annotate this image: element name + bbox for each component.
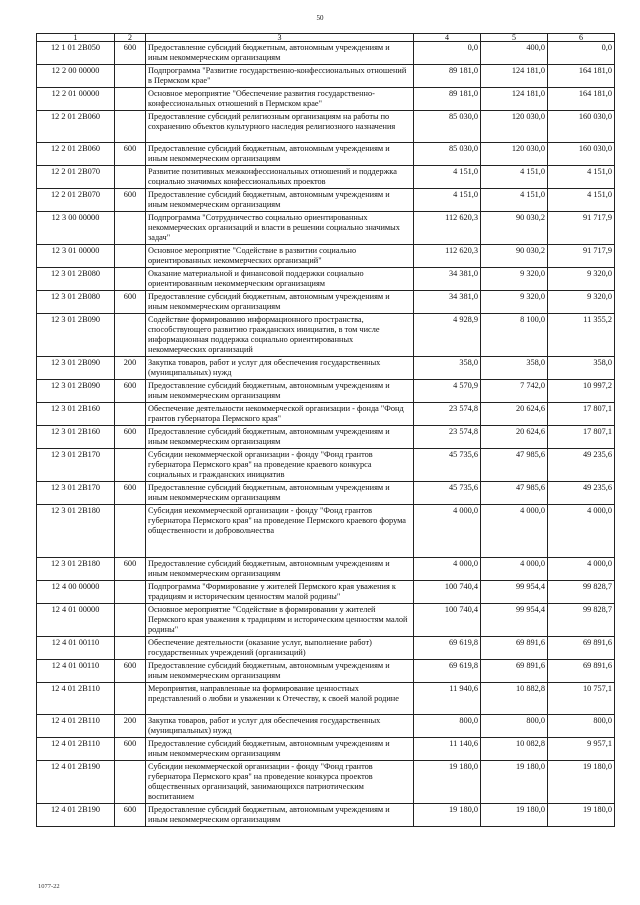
cell-code: 12 3 01 2B080	[37, 268, 115, 291]
table-row	[37, 558, 615, 581]
cell-v1: 34 381,0	[414, 291, 481, 314]
cell-v1: 4 151,0	[414, 166, 481, 189]
cell-vr	[115, 245, 146, 268]
table-row	[37, 403, 615, 426]
table-row	[37, 212, 615, 245]
table-row	[37, 65, 615, 88]
table-row	[37, 189, 615, 212]
table-row	[37, 482, 615, 505]
cell-v1: 4 000,0	[414, 505, 481, 558]
cell-name: Предоставление субсидий бюджетным, автономным учреждениям и иным некоммерческим организациям	[146, 558, 414, 581]
cell-v1: 112 620,3	[414, 245, 481, 268]
cell-vr: 200	[115, 715, 146, 738]
table-row	[37, 738, 615, 761]
cell-v1: 4 151,0	[414, 189, 481, 212]
cell-name: Предоставление субсидий бюджетным, автономным учреждениям и иным некоммерческим организациям	[146, 738, 414, 761]
cell-v2: 47 985,6	[481, 482, 548, 505]
cell-v3: 4 151,0	[548, 189, 615, 212]
cell-name: Субсидия некоммерческой организации - фонду "Фонд грантов губернатора Пермского края" на проведение Пермского краевого форума общественности и добровольчества	[146, 505, 414, 558]
table-body	[37, 42, 615, 827]
cell-code: 12 4 01 2B110	[37, 715, 115, 738]
cell-v3: 99 828,7	[548, 604, 615, 637]
cell-code: 12 3 01 2B090	[37, 357, 115, 380]
column-header: 6	[548, 34, 615, 42]
cell-v3: 10 757,1	[548, 683, 615, 715]
cell-code: 12 4 01 00110	[37, 660, 115, 683]
cell-v1: 23 574,8	[414, 403, 481, 426]
cell-v2: 19 180,0	[481, 804, 548, 827]
cell-v2: 120 030,0	[481, 111, 548, 143]
cell-v1: 11 940,6	[414, 683, 481, 715]
cell-vr	[115, 88, 146, 111]
table-row	[37, 505, 615, 558]
cell-v2: 400,0	[481, 42, 548, 65]
cell-v3: 91 717,9	[548, 212, 615, 245]
cell-vr	[115, 65, 146, 88]
cell-name: Предоставление субсидий бюджетным, автономным учреждениям и иным некоммерческим организациям	[146, 380, 414, 403]
cell-v1: 45 735,6	[414, 482, 481, 505]
column-header: 5	[481, 34, 548, 42]
cell-code: 12 2 00 00000	[37, 65, 115, 88]
cell-name: Основное мероприятие "Содействие в развитии социально ориентированных некоммерческих организаций"	[146, 245, 414, 268]
cell-v2: 69 891,6	[481, 660, 548, 683]
cell-v2: 99 954,4	[481, 604, 548, 637]
cell-v1: 85 030,0	[414, 143, 481, 166]
cell-vr	[115, 449, 146, 482]
cell-vr: 600	[115, 738, 146, 761]
cell-code: 12 3 01 2B170	[37, 482, 115, 505]
cell-code: 12 3 01 2B180	[37, 505, 115, 558]
cell-vr: 600	[115, 558, 146, 581]
table-row	[37, 604, 615, 637]
cell-v1: 11 140,6	[414, 738, 481, 761]
cell-v3: 10 997,2	[548, 380, 615, 403]
cell-v1: 358,0	[414, 357, 481, 380]
cell-name: Подпрограмма "Сотрудничество социально ориентированных некоммерческих организаций и власти в решении социально значимых задач"	[146, 212, 414, 245]
cell-v2: 800,0	[481, 715, 548, 738]
cell-vr: 600	[115, 804, 146, 827]
table-row	[37, 804, 615, 827]
cell-code: 12 4 01 2B110	[37, 738, 115, 761]
cell-name: Основное мероприятие "Содействие в формировании у жителей Пермского края уважения к традициям и историческим ценностям малой родины"	[146, 604, 414, 637]
cell-vr: 600	[115, 660, 146, 683]
table-row	[37, 715, 615, 738]
table-row	[37, 291, 615, 314]
cell-v3: 19 180,0	[548, 761, 615, 804]
cell-v2: 9 320,0	[481, 268, 548, 291]
cell-name: Предоставление субсидий бюджетным, автономным учреждениям и иным некоммерческим организациям	[146, 804, 414, 827]
cell-code: 12 4 00 00000	[37, 581, 115, 604]
column-header: 3	[146, 34, 414, 42]
table-row	[37, 357, 615, 380]
cell-name: Предоставление субсидий бюджетным, автономным учреждениям и иным некоммерческим организациям	[146, 426, 414, 449]
cell-v1: 69 619,8	[414, 660, 481, 683]
table-row	[37, 166, 615, 189]
cell-vr	[115, 581, 146, 604]
cell-v2: 124 181,0	[481, 88, 548, 111]
cell-v1: 19 180,0	[414, 804, 481, 827]
cell-vr: 600	[115, 426, 146, 449]
cell-v2: 47 985,6	[481, 449, 548, 482]
cell-vr: 600	[115, 189, 146, 212]
cell-v1: 100 740,4	[414, 581, 481, 604]
cell-v3: 0,0	[548, 42, 615, 65]
cell-name: Мероприятия, направленные на формирование ценностных представлений о любви и уважении к Отечеству, к своей малой родине	[146, 683, 414, 715]
cell-code: 12 3 01 2B160	[37, 426, 115, 449]
cell-vr: 600	[115, 380, 146, 403]
cell-v3: 49 235,6	[548, 449, 615, 482]
table-row	[37, 42, 615, 65]
cell-name: Предоставление субсидий религиозным организациям на работы по сохранению объектов культурного наследия религиозного назначения	[146, 111, 414, 143]
cell-v3: 358,0	[548, 357, 615, 380]
cell-vr	[115, 761, 146, 804]
cell-code: 12 3 01 2B180	[37, 558, 115, 581]
cell-name: Оказание материальной и финансовой поддержки социально ориентированным некоммерческим организациям	[146, 268, 414, 291]
cell-v1: 800,0	[414, 715, 481, 738]
cell-code: 12 2 01 2B060	[37, 111, 115, 143]
cell-code: 12 2 01 2B070	[37, 189, 115, 212]
cell-name: Предоставление субсидий бюджетным, автономным учреждениям и иным некоммерческим организациям	[146, 143, 414, 166]
cell-name: Подпрограмма "Развитие государственно-конфессиональных отношений в Пермском крае"	[146, 65, 414, 88]
cell-v3: 164 181,0	[548, 88, 615, 111]
table-row	[37, 111, 615, 143]
cell-v3: 17 807,1	[548, 403, 615, 426]
table-row	[37, 143, 615, 166]
cell-name: Предоставление субсидий бюджетным, автономным учреждениям и иным некоммерческим организациям	[146, 660, 414, 683]
cell-v3: 800,0	[548, 715, 615, 738]
cell-v1: 85 030,0	[414, 111, 481, 143]
cell-vr	[115, 637, 146, 660]
cell-name: Предоставление субсидий бюджетным, автономным учреждениям и иным некоммерческим организациям	[146, 42, 414, 65]
cell-vr	[115, 604, 146, 637]
cell-v3: 17 807,1	[548, 426, 615, 449]
budget-table	[36, 33, 615, 827]
cell-v3: 9 320,0	[548, 268, 615, 291]
cell-v2: 4 151,0	[481, 166, 548, 189]
table-row	[37, 268, 615, 291]
page-number: 50	[316, 14, 324, 22]
cell-v2: 4 000,0	[481, 505, 548, 558]
cell-name: Закупка товаров, работ и услуг для обеспечения государственных (муниципальных) нужд	[146, 715, 414, 738]
cell-v1: 69 619,8	[414, 637, 481, 660]
table-row	[37, 88, 615, 111]
cell-v1: 4 928,9	[414, 314, 481, 357]
column-header: 2	[115, 34, 146, 42]
cell-v1: 112 620,3	[414, 212, 481, 245]
cell-vr: 600	[115, 143, 146, 166]
cell-v1: 45 735,6	[414, 449, 481, 482]
cell-name: Развитие позитивных межконфессиональных отношений и поддержка социально значимых конфессиональных проектов	[146, 166, 414, 189]
cell-v2: 20 624,6	[481, 426, 548, 449]
cell-name: Подпрограмма "Формирование у жителей Пермского края уважения к традициям и историческим ценностям малой родины"	[146, 581, 414, 604]
cell-code: 12 3 00 00000	[37, 212, 115, 245]
cell-v1: 19 180,0	[414, 761, 481, 804]
table-row	[37, 245, 615, 268]
cell-v2: 10 082,8	[481, 738, 548, 761]
cell-v2: 9 320,0	[481, 291, 548, 314]
cell-v3: 91 717,9	[548, 245, 615, 268]
cell-v2: 7 742,0	[481, 380, 548, 403]
cell-code: 12 2 01 00000	[37, 88, 115, 111]
cell-v3: 9 320,0	[548, 291, 615, 314]
cell-v1: 0,0	[414, 42, 481, 65]
cell-v2: 20 624,6	[481, 403, 548, 426]
cell-code: 12 3 01 2B170	[37, 449, 115, 482]
document-footer-code: 1077-22	[38, 883, 60, 890]
cell-v3: 69 891,6	[548, 637, 615, 660]
cell-v3: 164 181,0	[548, 65, 615, 88]
cell-v3: 160 030,0	[548, 143, 615, 166]
cell-v3: 4 151,0	[548, 166, 615, 189]
cell-vr	[115, 212, 146, 245]
cell-code: 12 3 01 2B090	[37, 380, 115, 403]
cell-v1: 34 381,0	[414, 268, 481, 291]
cell-code: 12 4 01 2B190	[37, 761, 115, 804]
cell-code: 12 2 01 2B070	[37, 166, 115, 189]
cell-v1: 4 000,0	[414, 558, 481, 581]
cell-v2: 90 030,2	[481, 245, 548, 268]
cell-v2: 4 151,0	[481, 189, 548, 212]
cell-vr	[115, 403, 146, 426]
cell-name: Субсидии некоммерческой организации - фонду "Фонд грантов губернатора Пермского края" на проведение конкурса проектов общественных организаций, занимающихся патриотическим воспитанием	[146, 761, 414, 804]
table-row	[37, 426, 615, 449]
cell-v3: 160 030,0	[548, 111, 615, 143]
table-row	[37, 380, 615, 403]
cell-name: Предоставление субсидий бюджетным, автономным учреждениям и иным некоммерческим организациям	[146, 189, 414, 212]
cell-code: 12 4 01 00000	[37, 604, 115, 637]
column-header: 4	[414, 34, 481, 42]
cell-code: 12 4 01 00110	[37, 637, 115, 660]
cell-v1: 100 740,4	[414, 604, 481, 637]
cell-v2: 10 882,8	[481, 683, 548, 715]
cell-v2: 8 100,0	[481, 314, 548, 357]
cell-v2: 99 954,4	[481, 581, 548, 604]
cell-vr	[115, 268, 146, 291]
cell-v3: 49 235,6	[548, 482, 615, 505]
cell-v2: 124 181,0	[481, 65, 548, 88]
cell-name: Обеспечение деятельности (оказание услуг, выполнение работ) государственных учреждений (организаций)	[146, 637, 414, 660]
cell-vr: 200	[115, 357, 146, 380]
cell-vr: 600	[115, 291, 146, 314]
cell-code: 12 3 01 00000	[37, 245, 115, 268]
cell-name: Субсидии некоммерческой организации - фонду "Фонд грантов губернатора Пермского края" на проведение краевого конкурса социальных и гражданских инициатив	[146, 449, 414, 482]
cell-v2: 120 030,0	[481, 143, 548, 166]
cell-name: Предоставление субсидий бюджетным, автономным учреждениям и иным некоммерческим организациям	[146, 291, 414, 314]
cell-v3: 69 891,6	[548, 660, 615, 683]
cell-v3: 19 180,0	[548, 804, 615, 827]
cell-name: Основное мероприятие "Обеспечение развития государственно-конфессиональных отношений в Пермском крае"	[146, 88, 414, 111]
cell-v1: 23 574,8	[414, 426, 481, 449]
table-row	[37, 683, 615, 715]
table-row	[37, 314, 615, 357]
table-row	[37, 637, 615, 660]
cell-v1: 89 181,0	[414, 88, 481, 111]
cell-code: 12 3 01 2B080	[37, 291, 115, 314]
cell-v2: 4 000,0	[481, 558, 548, 581]
cell-v2: 90 030,2	[481, 212, 548, 245]
cell-code: 12 1 01 2B050	[37, 42, 115, 65]
cell-vr	[115, 683, 146, 715]
cell-code: 12 3 01 2B160	[37, 403, 115, 426]
cell-v1: 4 570,9	[414, 380, 481, 403]
cell-name: Предоставление субсидий бюджетным, автономным учреждениям и иным некоммерческим организациям	[146, 482, 414, 505]
cell-name: Обеспечение деятельности некоммерческой организации - фонда "Фонд грантов губернатора Пермского края"	[146, 403, 414, 426]
table-row	[37, 761, 615, 804]
cell-code: 12 4 01 2B110	[37, 683, 115, 715]
table-row	[37, 449, 615, 482]
cell-v3: 4 000,0	[548, 558, 615, 581]
table-header-row	[37, 34, 615, 42]
table-row	[37, 581, 615, 604]
cell-name: Содействие формированию информационного пространства, способствующего развитию гражданских инициатив, в том числе информационная поддержка социально ориентированных некоммерческих организаций	[146, 314, 414, 357]
cell-code: 12 4 01 2B190	[37, 804, 115, 827]
cell-code: 12 3 01 2B090	[37, 314, 115, 357]
cell-vr: 600	[115, 482, 146, 505]
cell-v3: 11 355,2	[548, 314, 615, 357]
cell-vr	[115, 505, 146, 558]
cell-name: Закупка товаров, работ и услуг для обеспечения государственных (муниципальных) нужд	[146, 357, 414, 380]
cell-v3: 9 957,1	[548, 738, 615, 761]
cell-v1: 89 181,0	[414, 65, 481, 88]
column-header: 1	[37, 34, 115, 42]
table-row	[37, 660, 615, 683]
cell-vr	[115, 111, 146, 143]
cell-v2: 358,0	[481, 357, 548, 380]
cell-vr	[115, 166, 146, 189]
cell-v2: 69 891,6	[481, 637, 548, 660]
cell-code: 12 2 01 2B060	[37, 143, 115, 166]
cell-vr	[115, 314, 146, 357]
cell-v2: 19 180,0	[481, 761, 548, 804]
cell-v3: 4 000,0	[548, 505, 615, 558]
cell-v3: 99 828,7	[548, 581, 615, 604]
cell-vr: 600	[115, 42, 146, 65]
